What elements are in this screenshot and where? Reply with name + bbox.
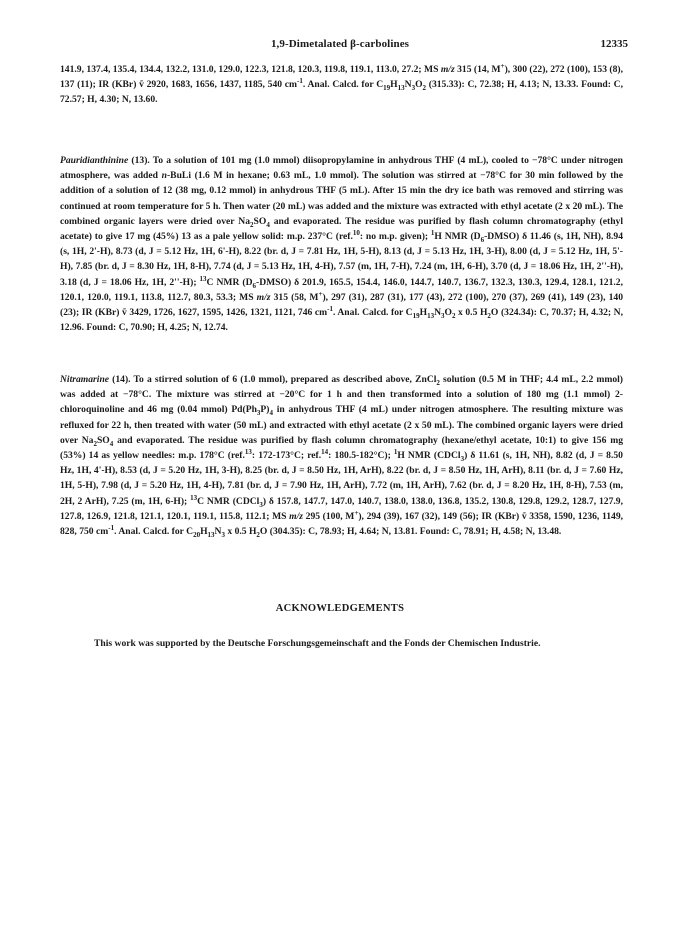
- page-number: 12335: [600, 38, 628, 50]
- paragraph-spectral-data-continued: 141.9, 137.4, 135.4, 134.4, 132.2, 131.0, 129.0, 122.3, 121.8, 120.3, 119.8, 119.1, 113.0, 27.2; MS m/z 315 (14, M+), 300 (22), 272 (100), 153 (8), 137 (11); IR (KBr) ṽ 2920, 1683, 1656, 1437, 1185, 540 $cm^{-1}$. Anal. Calcd. for $C_{19}H_{13}N_3O_2$ (315.33): C, 72.38; H, 4.13; N, 13.33. Found: C, 72.57; H, 4.30; N, 13.60.: [60, 61, 624, 106]
- compound-name: Pauridianthinine: [60, 155, 129, 166]
- acknowledgements-heading: ACKNOWLEDGEMENTS: [275, 603, 405, 614]
- paragraph-nitramarine: Nitramarine (14). To a stirred solution of 6 (1.0 mmol), prepared as described above, ZnCl$_2$ solution (0.5 M in THF; 4.4 mL, 2.2 mmol) was added at −78°C. The mixture was stirred at −20°C for 1 h and then transformed into a solution of 180 mg (1.1 mmol) 2-chloroquinoline and 46 mg (0.04 mmol) $Pd(Ph_3P)_4$ in anhydrous THF (4 mL) under nitrogen atmosphere. The resulting mixture was refluxed for 22 h, then treated with water (50 mL) and extracted with ethyl acetate (2 x 50 mL). The combined organic layers were dried over $Na_2SO_4$ and evaporated. The residue was purified by flash column chromatography (hexane/ethyl acetate, 10:1) to give 156 mg (53%) 14 as yellow needles: m.p. 178°C (ref.$^{13}$: 172-173°C; ref.$^{14}$: 180.5-182°C); $^1$H NMR (CDCl$_3$) δ 11.61 (s, 1H, NH), 8.82 (d, J = 8.50 Hz, 1H, 4'-H), 8.53 (d, J = 5.20 Hz, 1H, 3-H), 8.25 (br. d, J = 8.50 Hz, 1H, ArH), 8.22 (br. d, J = 8.50 Hz, 1H, ArH), 8.11 (br. d, J = 7.60 Hz, 1H, 5-H), 7.98 (d, J = 5.20 Hz, 1H, 4-H), 7.81 (br. d, J = 7.90 Hz, 1H, ArH), 7.72 (m, 1H, ArH), 7.62 (br. d, J = 8.20 Hz, 1H, 8-H), 7.53 (m, 2H, 2 ArH), 7.25 (m, 1H, 6-H); $^{13}$C NMR (CDCl$_3$) δ 157.8, 147.7, 147.0, 140.7, 138.0, 138.0, 136.8, 135.2, 130.8, 129.8, 129.2, 128.7, 127.9, 127.8, 126.9, 121.8, 121.1, 120.1, 119.1, 115.8, 112.1; MS m/z 295 (100, M+), 294 (39), 167 (32), 149 (56); IR (KBr) ṽ 3358, 1590, 1236, 1149, 828, 750 $cm^{-1}$. Anal. Calcd. for $C_{20}H_{13}N_3$ x 0.5 $H_2O$ (304.35): C, 78.93; H, 4.64; N, 13.81. Found: C, 78.91; H, 4.58; N, 13.48.: [60, 374, 624, 539]
- acknowledgements-text: This work was supported by the Deutsche Forschungsgemeinschaft and the Fonds der Chemischen Industrie.: [94, 638, 541, 649]
- paragraph-pauridianthinine: Pauridianthinine (13). To a solution of 101 mg (1.0 mmol) diisopropylamine in anhydrous THF (4 mL), cooled to −78°C under nitrogen atmosphere, was added n-BuLi (1.6 M in hexane; 0.63 mL, 1.0 mmol). The solution was stirred at −78°C for 30 min followed by the addition of a solution of 12 (38 mg, 0.12 mmol) in anhydrous THF (5 mL). After 15 min the dry ice bath was removed and stirring was continued at room temperature for 5 h. Then water (20 mL) was added and the mixture was extracted with ethyl acetate (2 x 20 mL). The combined organic layers were dried over $Na_2SO_4$ and evaporated. The residue was purified by flash column chromatography (ethyl acetate) to give 17 mg (45%) 13 as a pale yellow solid: m.p. 237°C (ref.$^{10}$: no m.p. given); $^1$H NMR $(D_6-DMSO)$ δ 11.46 (s, 1H, NH), 8.94 (s, 1H, 2'-H), 8.73 (d, J = 5.12 Hz, 1H, 6'-H), 8.22 (br. d, J = 7.81 Hz, 1H, 5-H), 8.13 (d, J = 5.13 Hz, 1H, 3-H), 8.00 (d, J = 5.12 Hz, 1H, 5'-H), 7.85 (br. d, J = 8.30 Hz, 1H, 8-H), 7.74 (d, J = 5.13 Hz, 1H, 4-H), 7.57 (m, 1H, 7-H), 7.24 (m, 1H, 6-H), 3.70 (d, J = 18.06 Hz, 1H, 2''-H), 3.18 (d, J = 18.06 Hz, 1H, 2''-H); $^{13}$C NMR $(D_6-DMSO)$ δ 201.9, 165.5, 154.4, 146.0, 144.7, 140.7, 136.7, 132.3, 130.3, 129.4, 128.1, 121.2, 120.1, 120.0, 119.1, 113.8, 112.7, 80.3, 53.3; MS m/z 315 (58, M+), 297 (31), 287 (31), 177 (43), 272 (100), 270 (37), 269 (41), 149 (23), 140 (23); IR (KBr) ṽ 3429, 1726, 1627, 1595, 1426, 1321, 1121, 746 $cm^{-1}$. Anal. Calcd. for $C_{19}H_{13}N_3O_2$ x 0.5 $H_2O$ (324.34): C, 70.37; H, 4.32; N, 12.96. Found: C, 70.90; H, 4.25; N, 12.74.: [60, 155, 624, 334]
- compound-name: Nitramarine: [60, 374, 110, 385]
- running-title: 1,9-Dimetalated β-carbolines: [270, 38, 410, 50]
